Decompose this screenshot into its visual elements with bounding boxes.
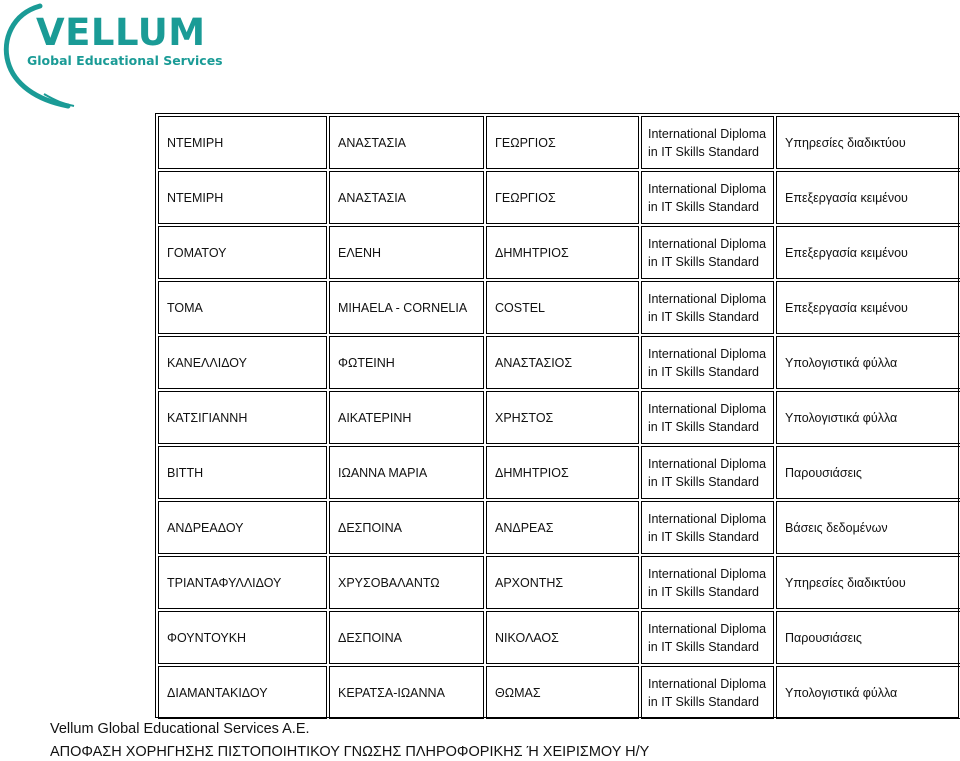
certificates-table (155, 113, 959, 718)
cell-certificate: International Diploma in IT Skills Standard (641, 336, 774, 389)
cell-surname: ΤΟΜΑ (158, 281, 327, 334)
cell-father-name: ΔΗΜΗΤΡΙΟΣ (486, 446, 639, 499)
cell-first-name: ΑΝΑΣΤΑΣΙΑ (329, 116, 484, 169)
cell-certificate: International Diploma in IT Skills Standard (641, 226, 774, 279)
cell-certificate: International Diploma in IT Skills Standard (641, 281, 774, 334)
cell-certificate: International Diploma in IT Skills Standard (641, 501, 774, 554)
footer-company: Vellum Global Educational Services A.E. (50, 721, 310, 737)
cell-first-name: ΑΙΚΑΤΕΡΙΝΗ (329, 391, 484, 444)
cell-first-name: ΦΩΤΕΙΝΗ (329, 336, 484, 389)
cell-father-name: COSTEL (486, 281, 639, 334)
cell-module: Υπολογιστικά φύλλα (776, 666, 960, 719)
footer-decision: ΑΠΟΦΑΣΗ ΧΟΡΗΓΗΣΗΣ ΠΙΣΤΟΠΟΙΗΤΙΚΟΥ ΓΝΩΣΗΣ ΠΛΗΡΟΦΟΡΙΚΗΣ Ή ΧΕΙΡΙΣΜΟΥ Η/Υ (50, 744, 650, 760)
cell-certificate: International Diploma in IT Skills Standard (641, 171, 774, 224)
cell-father-name: ΑΡΧΟΝΤΗΣ (486, 556, 639, 609)
cell-father-name: ΑΝΑΣΤΑΣΙΟΣ (486, 336, 639, 389)
cell-module: Υπηρεσίες διαδικτύου (776, 116, 960, 169)
cell-module: Παρουσιάσεις (776, 611, 960, 664)
cell-surname: ΚΑΝΕΛΛΙΔΟΥ (158, 336, 327, 389)
cell-module: Παρουσιάσεις (776, 446, 960, 499)
vellum-logo (0, 0, 230, 115)
cell-surname: ΑΝΔΡΕΑΔΟΥ (158, 501, 327, 554)
cell-module: Επεξεργασία κειμένου (776, 281, 960, 334)
cell-first-name: MIHAELA - CORNELIA (329, 281, 484, 334)
cell-first-name: ΕΛΕΝΗ (329, 226, 484, 279)
cell-module: Επεξεργασία κειμένου (776, 171, 960, 224)
cell-certificate: International Diploma in IT Skills Standard (641, 446, 774, 499)
cell-father-name: ΓΕΩΡΓΙΟΣ (486, 116, 639, 169)
cell-surname: ΓΟΜΑΤΟΥ (158, 226, 327, 279)
cell-surname: ΔΙΑΜΑΝΤΑΚΙΔΟΥ (158, 666, 327, 719)
cell-module: Υπολογιστικά φύλλα (776, 336, 960, 389)
cell-module: Υπηρεσίες διαδικτύου (776, 556, 960, 609)
cell-certificate: International Diploma in IT Skills Standard (641, 611, 774, 664)
logo-wordmark: VELLUM (36, 11, 206, 54)
cell-surname: ΝΤΕΜΙΡΗ (158, 171, 327, 224)
cell-surname: ΚΑΤΣΙΓΙΑΝΝΗ (158, 391, 327, 444)
cell-certificate: International Diploma in IT Skills Standard (641, 666, 774, 719)
cell-father-name: ΔΗΜΗΤΡΙΟΣ (486, 226, 639, 279)
cell-certificate: International Diploma in IT Skills Standard (641, 116, 774, 169)
cell-first-name: ΧΡΥΣΟΒΑΛΑΝΤΩ (329, 556, 484, 609)
logo-subtitle: Global Educational Services (27, 53, 223, 68)
cell-father-name: ΓΕΩΡΓΙΟΣ (486, 171, 639, 224)
cell-surname: ΒΙΤΤΗ (158, 446, 327, 499)
cell-first-name: ΑΝΑΣΤΑΣΙΑ (329, 171, 484, 224)
cell-first-name: ΔΕΣΠΟΙΝΑ (329, 611, 484, 664)
cell-surname: ΦΟΥΝΤΟΥΚΗ (158, 611, 327, 664)
cell-father-name: ΧΡΗΣΤΟΣ (486, 391, 639, 444)
cell-father-name: ΝΙΚΟΛΑΟΣ (486, 611, 639, 664)
cell-module: Επεξεργασία κειμένου (776, 226, 960, 279)
cell-module: Υπολογιστικά φύλλα (776, 391, 960, 444)
cell-surname: ΤΡΙΑΝΤΑΦΥΛΛΙΔΟΥ (158, 556, 327, 609)
cell-father-name: ΑΝΔΡΕΑΣ (486, 501, 639, 554)
cell-father-name: ΘΩΜΑΣ (486, 666, 639, 719)
cell-surname: ΝΤΕΜΙΡΗ (158, 116, 327, 169)
cell-certificate: International Diploma in IT Skills Standard (641, 556, 774, 609)
cell-module: Βάσεις δεδομένων (776, 501, 960, 554)
cell-first-name: ΙΩΑΝΝΑ ΜΑΡΙΑ (329, 446, 484, 499)
cell-certificate: International Diploma in IT Skills Standard (641, 391, 774, 444)
cell-first-name: ΔΕΣΠΟΙΝΑ (329, 501, 484, 554)
cell-first-name: ΚΕΡΑΤΣΑ-ΙΩΑΝΝΑ (329, 666, 484, 719)
